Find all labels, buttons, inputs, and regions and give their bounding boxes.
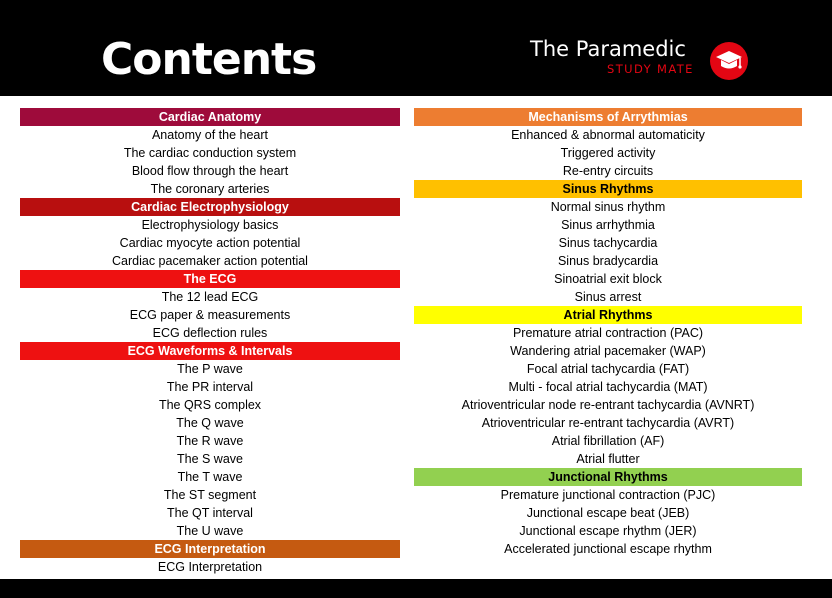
- list-item[interactable]: Blood flow through the heart: [131, 164, 289, 178]
- list-item[interactable]: Premature junctional contraction (PJC): [500, 488, 716, 502]
- section-heading-the-ecg[interactable]: The ECG: [20, 270, 400, 288]
- list-item[interactable]: Normal sinus rhythm: [550, 200, 666, 214]
- list-item[interactable]: Triggered activity: [560, 146, 656, 160]
- list-item[interactable]: Cardiac pacemaker action potential: [112, 254, 308, 268]
- logo-main-text: The Paramedic: [530, 37, 686, 61]
- list-item[interactable]: Premature atrial contraction (PAC): [512, 326, 704, 340]
- list-item[interactable]: The T wave: [177, 470, 243, 484]
- section-heading-mechanisms-of-arrythmias[interactable]: Mechanisms of Arrythmias: [414, 108, 802, 126]
- list-item[interactable]: ECG deflection rules: [152, 326, 268, 340]
- list-item[interactable]: Atrial flutter: [576, 452, 640, 466]
- list-item[interactable]: Multi - focal atrial tachycardia (MAT): [508, 380, 708, 394]
- list-item[interactable]: Anatomy of the heart: [151, 128, 269, 142]
- list-item[interactable]: Re-entry circuits: [562, 164, 654, 178]
- list-item[interactable]: ECG paper & measurements: [129, 308, 291, 322]
- list-item[interactable]: Atrioventricular node re-entrant tachycardia (AVNRT): [461, 398, 755, 412]
- section-heading-sinus-rhythms[interactable]: Sinus Rhythms: [414, 180, 802, 198]
- list-item[interactable]: Sinoatrial exit block: [554, 272, 662, 286]
- list-item[interactable]: The R wave: [176, 434, 244, 448]
- list-item[interactable]: The PR interval: [166, 380, 254, 394]
- list-item[interactable]: Sinus arrest: [574, 290, 642, 304]
- list-item[interactable]: The cardiac conduction system: [123, 146, 297, 160]
- list-item[interactable]: Sinus arrhythmia: [561, 218, 655, 232]
- list-item[interactable]: Accelerated junctional escape rhythm: [504, 542, 712, 556]
- list-item[interactable]: The QRS complex: [158, 398, 262, 412]
- list-item[interactable]: The Q wave: [176, 416, 244, 430]
- list-item[interactable]: Sinus bradycardia: [557, 254, 659, 268]
- left-contents-column: [20, 108, 400, 576]
- page-title: Contents: [101, 34, 317, 85]
- footer-bar: [0, 579, 832, 598]
- section-heading-cardiac-anatomy[interactable]: Cardiac Anatomy: [20, 108, 400, 126]
- section-heading-ecg-waveforms[interactable]: ECG Waveforms & Intervals: [20, 342, 400, 360]
- list-item[interactable]: Electrophysiology basics: [141, 218, 279, 232]
- list-item[interactable]: The 12 lead ECG: [161, 290, 259, 304]
- brand-logo: [530, 36, 760, 82]
- list-item[interactable]: Wandering atrial pacemaker (WAP): [510, 344, 706, 358]
- section-heading-ecg-interpretation[interactable]: ECG Interpretation: [20, 540, 400, 558]
- list-item[interactable]: Enhanced & abnormal automaticity: [511, 128, 705, 142]
- section-heading-atrial-rhythms[interactable]: Atrial Rhythms: [414, 306, 802, 324]
- graduation-cap-icon: [709, 41, 751, 81]
- logo-sub-text: STUDY MATE: [607, 62, 694, 76]
- section-heading-junctional-rhythms[interactable]: Junctional Rhythms: [414, 468, 802, 486]
- list-item[interactable]: ECG Interpretation: [157, 560, 263, 574]
- list-item[interactable]: Cardiac myocyte action potential: [119, 236, 301, 250]
- list-item[interactable]: The U wave: [176, 524, 244, 538]
- list-item[interactable]: Atrial fibrillation (AF): [551, 434, 665, 448]
- list-item[interactable]: Junctional escape beat (JEB): [526, 506, 690, 520]
- list-item[interactable]: The ST segment: [163, 488, 257, 502]
- list-item[interactable]: The P wave: [177, 362, 243, 376]
- list-item[interactable]: The coronary arteries: [150, 182, 270, 196]
- list-item[interactable]: Focal atrial tachycardia (FAT): [526, 362, 690, 376]
- header-bar: [0, 0, 832, 96]
- list-item[interactable]: The QT interval: [167, 506, 253, 520]
- right-contents-column: [414, 108, 802, 558]
- list-item[interactable]: The S wave: [176, 452, 243, 466]
- section-heading-cardiac-electrophysiology[interactable]: Cardiac Electrophysiology: [20, 198, 400, 216]
- list-item[interactable]: Junctional escape rhythm (JER): [519, 524, 697, 538]
- list-item[interactable]: Atrioventricular re-entrant tachycardia (AVRT): [481, 416, 735, 430]
- list-item[interactable]: Sinus tachycardia: [558, 236, 658, 250]
